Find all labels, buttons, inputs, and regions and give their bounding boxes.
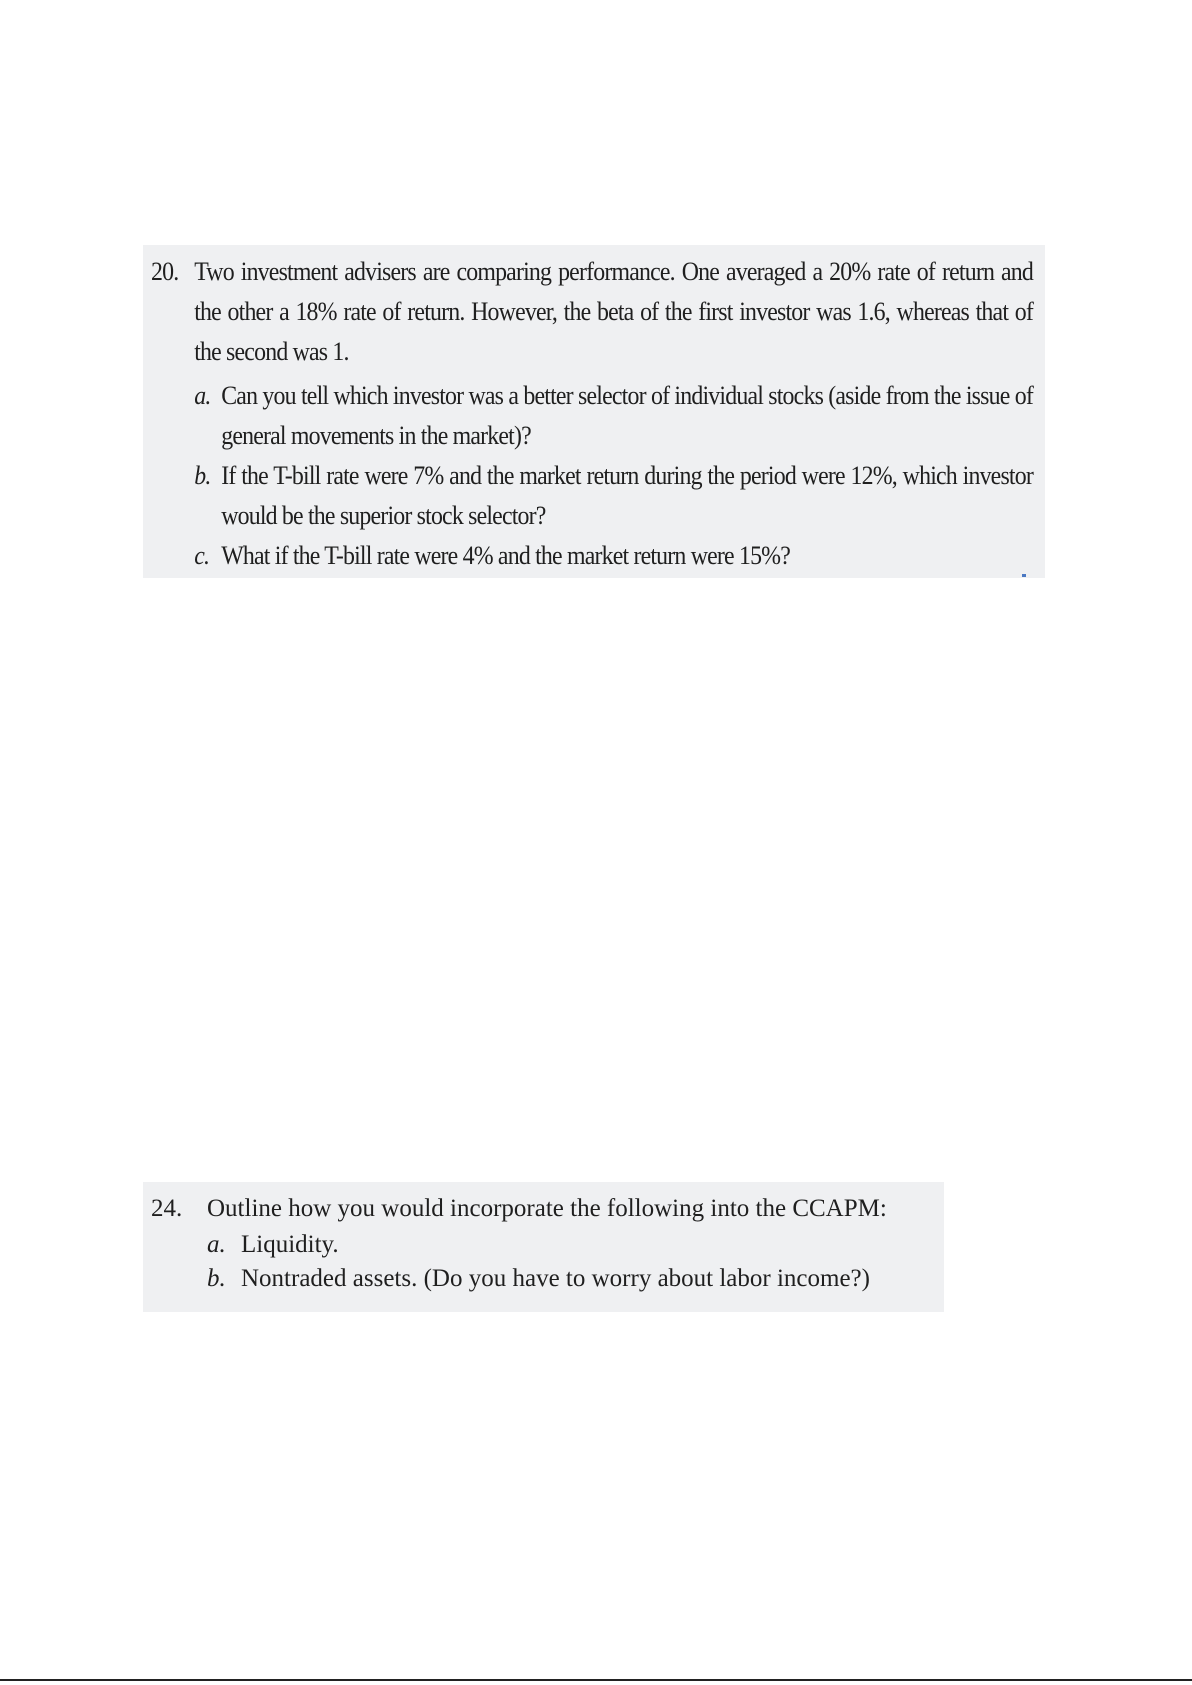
part-letter: a.	[207, 1231, 226, 1258]
part-c	[194, 535, 1033, 575]
part-b	[207, 1262, 936, 1296]
question-number: 24.	[151, 1195, 183, 1222]
part-letter: c.	[194, 540, 210, 570]
part-b	[194, 455, 1033, 535]
part-text: Can you tell which investor was a better selector of individual stocks (aside from the issue of general movements in the market)?	[221, 380, 1033, 450]
question-20	[151, 251, 1033, 371]
part-letter: b.	[194, 460, 211, 490]
question-text: Two investment advisers are comparing performance. One averaged a 20% rate of return and the other a 18% rate of return. However, the beta of the first investor was 1.6, whereas that of the second was 1.	[194, 256, 1033, 366]
page-bottom-rule	[0, 1679, 1192, 1681]
part-a	[194, 375, 1033, 455]
part-text: What if the T-bill rate were 4% and the market return were 15%?	[221, 540, 791, 570]
scan-artifact-mark	[1022, 574, 1026, 577]
part-a	[207, 1228, 936, 1262]
question-20-parts	[151, 375, 1033, 575]
question-24	[151, 1190, 936, 1228]
question-number: 20.	[151, 256, 179, 286]
question-text: Outline how you would incorporate the following into the CCAPM:	[207, 1195, 887, 1222]
part-text: Nontraded assets. (Do you have to worry about labor income?)	[241, 1265, 870, 1292]
part-text: If the T-bill rate were 7% and the market return during the period were 12%, which investor would be the superior stock selector?	[221, 460, 1033, 530]
part-text: Liquidity.	[241, 1231, 339, 1258]
part-letter: b.	[207, 1265, 226, 1292]
question-24-snippet	[143, 1182, 944, 1312]
part-letter: a.	[194, 380, 211, 410]
question-20-snippet	[143, 245, 1045, 578]
